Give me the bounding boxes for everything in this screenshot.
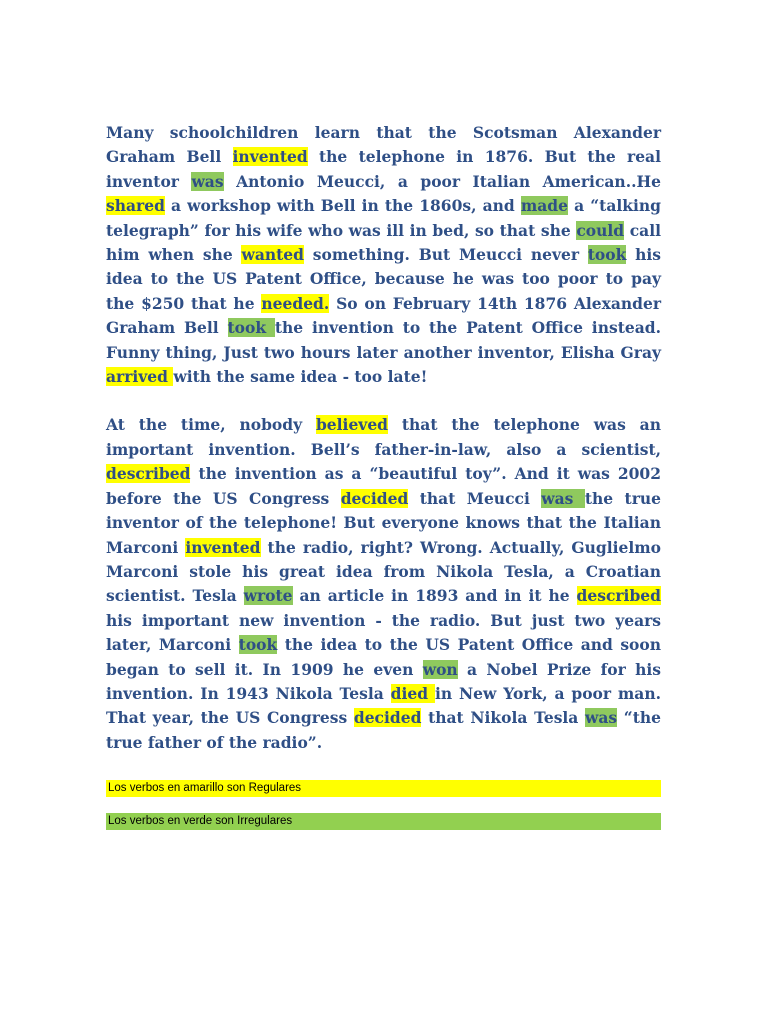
- regular-verb-highlight: invented: [232, 147, 308, 167]
- irregular-verb-highlight: made: [520, 196, 569, 216]
- irregular-verb-highlight: wrote: [243, 586, 293, 606]
- text-run: a Nobel Prize for his invention. In 1943 Nikola Tesla: [106, 659, 661, 703]
- document-body: [106, 121, 661, 755]
- legend-regular-verbs: [106, 780, 661, 797]
- irregular-verb-highlight: was: [191, 171, 224, 191]
- regular-verb-highlight: shared: [106, 196, 165, 216]
- text-run: So on February 14th 1876 Alexander Graham Bell: [106, 293, 662, 338]
- text-run: At the time, nobody: [106, 415, 316, 435]
- irregular-verb-highlight: was: [541, 488, 585, 508]
- text-run: the telephone in 1876. But the real inventor: [106, 147, 661, 191]
- text-run: the idea to the US Patent Office and soon began to sell it. In 1909 he even: [106, 635, 661, 679]
- regular-verb-highlight: needed.: [261, 293, 330, 313]
- regular-verb-highlight: invented: [185, 537, 261, 557]
- text-run: Antonio Meucci, a poor Italian American..He: [223, 171, 661, 191]
- text-run: the true inventor of the telephone! But everyone knows that the Italian Marconi: [106, 488, 661, 557]
- text-run: that Meucci: [408, 488, 542, 508]
- regular-verb-highlight: wanted: [241, 245, 304, 265]
- irregular-verb-highlight: took: [238, 635, 278, 655]
- regular-verb-highlight: described: [576, 586, 661, 606]
- irregular-verb-highlight: was: [585, 708, 618, 728]
- legend-irregular-verbs: [106, 813, 661, 830]
- irregular-verb-highlight: took: [587, 245, 627, 265]
- text-run: the radio, right? Wrong. Actually, Guglielmo Marconi stole his great idea from Nikola Tesla, a Croatian scientist. Tesla: [106, 537, 662, 606]
- text-run: his important new invention - the radio. But just two years later, Marconi: [106, 610, 661, 655]
- irregular-verb-highlight: could: [576, 220, 625, 240]
- text-run: a workshop with Bell in the 1860s, and: [164, 196, 521, 216]
- regular-verb-highlight: died: [390, 683, 435, 703]
- legend-irregular-label: Los verbos en verde son Irregulares: [108, 815, 293, 827]
- text-run: the invention to the Patent Office instead. Funny thing, Just two hours later another inventor, Elisha Gray: [106, 318, 661, 362]
- paragraph-tesla: [106, 413, 661, 755]
- text-run: that Nikola Tesla: [421, 708, 586, 728]
- text-run: Many schoolchildren learn that the Scotsman Alexander Graham Bell: [106, 123, 661, 167]
- text-run: the invention as a “beautiful toy”. And it was 2002 before the US Congress: [106, 464, 661, 508]
- text-run: an article in 1893 and in it he: [292, 586, 577, 606]
- text-run: “the true father of the radio”.: [106, 708, 661, 752]
- irregular-verb-highlight: won: [422, 659, 458, 679]
- regular-verb-highlight: arrived: [106, 367, 174, 387]
- text-run: something. But Meucci never: [304, 245, 588, 265]
- regular-verb-highlight: decided: [340, 488, 409, 508]
- regular-verb-highlight: described: [106, 464, 191, 484]
- text-run: call him when she: [106, 220, 661, 265]
- text-run: that the telephone was an important invention. Bell’s father-in-law, also a scientist,: [106, 415, 661, 459]
- text-run: a “talking telegraph” for his wife who was ill in bed, so that she: [106, 196, 661, 240]
- regular-verb-highlight: believed: [315, 415, 389, 435]
- irregular-verb-highlight: took: [227, 318, 275, 338]
- regular-verb-highlight: decided: [353, 708, 422, 728]
- paragraph-meucci: [106, 121, 661, 389]
- text-run: with the same idea - too late!: [173, 367, 428, 387]
- legend-regular-label: Los verbos en amarillo son Regulares: [108, 782, 302, 794]
- text-run: in New York, a poor man. That year, the US Congress: [106, 683, 662, 728]
- text-run: his idea to the US Patent Office, because he was too poor to pay the $250 that he: [106, 245, 661, 313]
